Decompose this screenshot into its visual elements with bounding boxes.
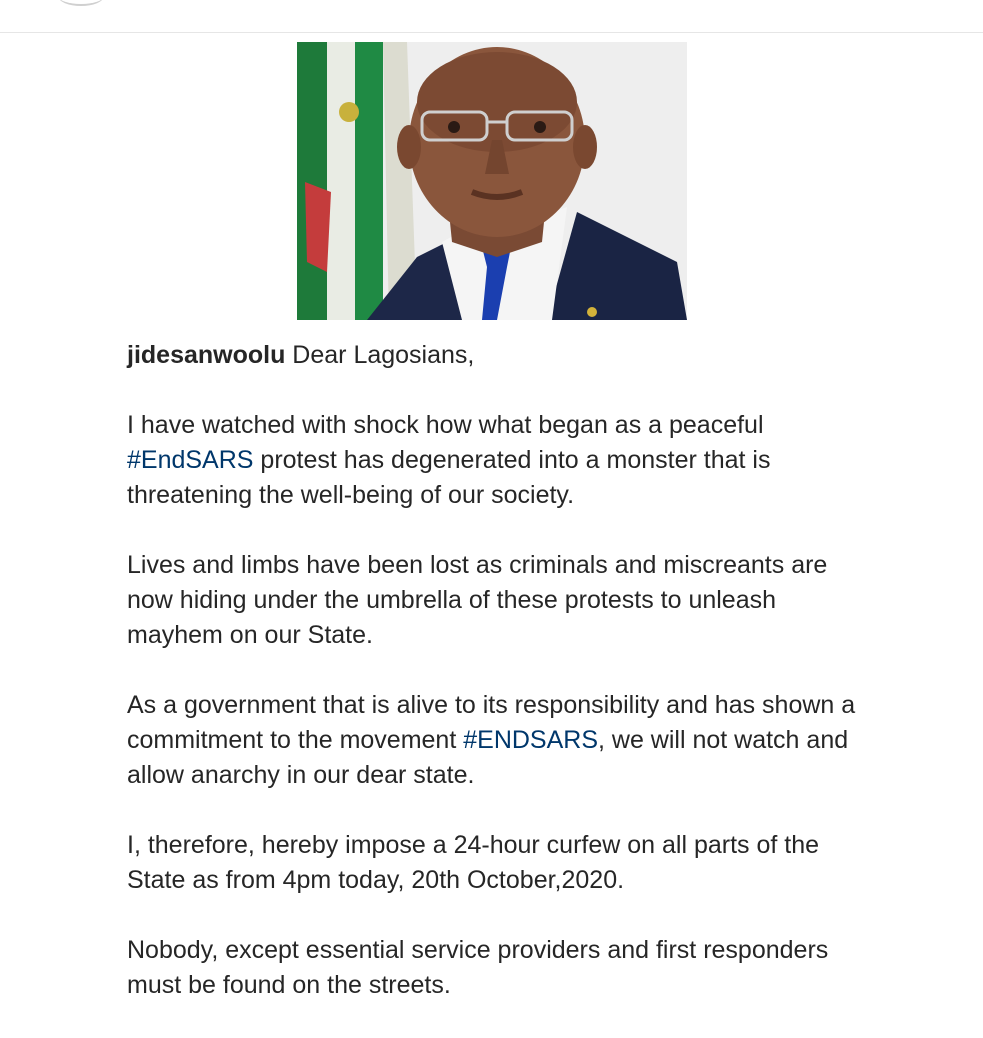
post-image[interactable]	[297, 42, 687, 320]
caption-paragraph-4: I, therefore, hereby impose a 24-hour curfew on all parts of the State as from 4pm today, 20th October,2020.	[127, 831, 820, 894]
greeting-text: Dear Lagosians,	[285, 341, 475, 369]
username-link[interactable]: jidesanwoolu	[127, 341, 286, 369]
caption-paragraph-5: Nobody, except essential service providers and first responders must be found on the streets.	[127, 936, 829, 999]
paragraph-3-text-a: As a government that is alive to its responsibility and has shown a commitment to the movement	[127, 691, 856, 754]
hashtag-endsars-caps-link[interactable]: #ENDSARS	[463, 726, 598, 754]
caption-paragraph-2: Lives and limbs have been lost as criminals and miscreants are now hiding under the umbrella of these protests to unleash mayhem on our State.	[127, 551, 828, 649]
avatar-edge	[58, 0, 104, 6]
caption-paragraph-3	[127, 688, 867, 793]
caption-greeting	[127, 338, 867, 373]
caption-paragraph-1	[127, 408, 867, 513]
post-caption	[127, 338, 867, 1038]
paragraph-3-text-b: , we will not watch and allow anarchy in our dear state.	[127, 726, 849, 789]
paragraph-1-text-a: I have watched with shock how what began as a peaceful	[127, 411, 764, 439]
hashtag-endsars-link[interactable]: #EndSARS	[127, 446, 254, 474]
top-bar	[0, 0, 983, 33]
paragraph-1-text-b: protest has degenerated into a monster that is threatening the well-being of our society.	[127, 446, 771, 509]
